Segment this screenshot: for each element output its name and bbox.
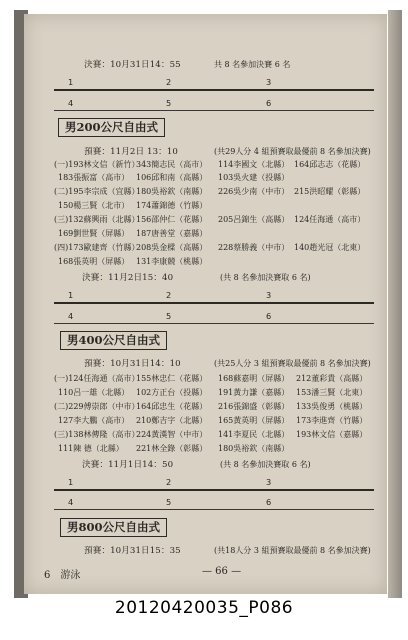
m800-prelim-time: 預賽：10月31日15：35 bbox=[84, 546, 181, 556]
entry: 110呂一雄（北縣） bbox=[58, 388, 130, 397]
lane-number: 6 bbox=[266, 311, 272, 321]
m400-final-note: (共 8 名參加決賽取 6 名) bbox=[220, 460, 311, 469]
entry: 173李進齊（竹縣） bbox=[296, 416, 368, 425]
event-title-m400: 男400公尺自由式 bbox=[60, 331, 167, 350]
event-title-m800: 男800公尺自由式 bbox=[60, 518, 167, 537]
m400-final-time: 決賽：11月1日14：50 bbox=[82, 460, 174, 470]
entry: 102方正台（投縣） bbox=[136, 388, 208, 397]
m400-prelim-time: 預賽：10月31日14：10 bbox=[84, 359, 181, 369]
entry: 150楊三賢（北市） bbox=[58, 201, 130, 210]
entry: 208吳金樑（高縣） bbox=[136, 243, 208, 252]
image-caption: 20120420035_P086 bbox=[114, 598, 294, 618]
document-page bbox=[24, 14, 387, 594]
m800-prelim-note: (共18人分 3 組預賽取最優前 8 名參加決賽) bbox=[214, 546, 371, 555]
lane-number: 5 bbox=[166, 98, 172, 108]
divider bbox=[54, 89, 374, 91]
entry: 228蔡勝義（中市） bbox=[218, 243, 290, 252]
entry: 164邱志志（花縣） bbox=[294, 160, 366, 169]
divider bbox=[54, 509, 374, 510]
final1-time: 決賽：10月31日14：55 bbox=[84, 60, 181, 70]
footer-section: 6 游泳 bbox=[44, 570, 81, 581]
m200-final-time: 決賽：11月2日15：40 bbox=[82, 273, 174, 283]
entry: 168張英明（屏縣） bbox=[58, 257, 130, 266]
entry: 180吳裕欽（南縣） bbox=[218, 444, 290, 453]
page-stack-edge bbox=[388, 10, 402, 598]
lane-number: 6 bbox=[266, 497, 272, 507]
entry: 153潘三賢（北東） bbox=[296, 388, 368, 397]
lane-number: 6 bbox=[266, 98, 272, 108]
lane-number: 4 bbox=[68, 497, 74, 507]
entry: 140趙光冠（北東） bbox=[294, 243, 366, 252]
entry: (三)138林傳隆（高市） bbox=[54, 430, 140, 439]
entry: 221林全錄（彰縣） bbox=[136, 444, 208, 453]
entry: 205呂錦生（高縣） bbox=[218, 215, 290, 224]
divider bbox=[54, 302, 374, 304]
entry: (一)193林文信（新竹） bbox=[54, 160, 140, 169]
lane-number: 2 bbox=[166, 477, 172, 487]
lane-number: 2 bbox=[166, 77, 172, 87]
lane-number: 3 bbox=[266, 290, 272, 300]
entry: (一)124任海通（高市） bbox=[54, 374, 140, 383]
entry: 111陳 德（北縣） bbox=[58, 444, 124, 453]
m400-prelim-note: (共25人分 3 組預賽取最優前 8 名參加決賽) bbox=[214, 359, 371, 368]
entry: 183張振富（高市） bbox=[58, 173, 130, 182]
entry: 155林忠仁（花縣） bbox=[136, 374, 208, 383]
m200-prelim-time: 預賽：11月2日 13：10 bbox=[84, 147, 178, 157]
lane-number: 4 bbox=[68, 98, 74, 108]
m200-final-note: (共 8 名參加決賽取 6 名) bbox=[220, 273, 311, 282]
m200-prelim-note: (共29人分 4 組預賽取最優前 8 名參加決賽) bbox=[214, 147, 371, 156]
entry: (四)173歐建齊（竹縣） bbox=[54, 243, 140, 252]
entry: 106邱和南（高縣） bbox=[136, 173, 208, 182]
lane-number: 3 bbox=[266, 77, 272, 87]
entry: 114李國文（北縣） bbox=[218, 160, 290, 169]
final1-note: 共 8 名參加決賽 6 名 bbox=[214, 60, 291, 69]
lane-number: 4 bbox=[68, 311, 74, 321]
entry: 224黃漢智（中市） bbox=[136, 430, 208, 439]
entry: 103吳火建（投縣） bbox=[218, 173, 290, 182]
entry: 212董彩貴（高縣） bbox=[296, 374, 368, 383]
lane-number: 5 bbox=[166, 311, 172, 321]
entry: 131李康競（桃縣） bbox=[136, 257, 208, 266]
entry: 174蕭錦德（竹縣） bbox=[136, 201, 208, 210]
lane-number: 1 bbox=[68, 77, 74, 87]
entry: 216張錦盛（彰縣） bbox=[218, 402, 290, 411]
entry: 124任海通（高市） bbox=[294, 215, 366, 224]
entry: 343簡志民（高市） bbox=[136, 160, 208, 169]
entry: 193林文信（嘉縣） bbox=[296, 430, 368, 439]
lane-number: 1 bbox=[68, 290, 74, 300]
divider bbox=[54, 323, 374, 324]
lane-number: 5 bbox=[166, 497, 172, 507]
entry: 187唐善堂（嘉縣） bbox=[136, 229, 208, 238]
entry: (二)229傅崇郎（中市） bbox=[54, 402, 140, 411]
entry: 164邱忠生（花縣） bbox=[136, 402, 208, 411]
divider bbox=[54, 489, 374, 491]
entry: (二)195李宗成（宜縣） bbox=[54, 187, 140, 196]
entry: 156邵仲仁（花縣） bbox=[136, 215, 208, 224]
entry: 180吳裕欽（南縣） bbox=[136, 187, 208, 196]
entry: 169劉世賢（屏縣） bbox=[58, 229, 130, 238]
lane-number: 2 bbox=[166, 290, 172, 300]
divider bbox=[54, 110, 374, 111]
page-number: — 66 — bbox=[202, 566, 242, 577]
entry: 141李夏民（北縣） bbox=[218, 430, 290, 439]
lane-number: 3 bbox=[266, 477, 272, 487]
entry: 165黃英明（屏縣） bbox=[218, 416, 290, 425]
entry: 215洪昭耀（彰縣） bbox=[294, 187, 366, 196]
entry: 168蘇嘉明（屏縣） bbox=[218, 374, 290, 383]
entry: 127李大鵬（高市） bbox=[58, 416, 130, 425]
event-title-m200: 男200公尺自由式 bbox=[58, 118, 165, 137]
entry: 191黃力謙（嘉縣） bbox=[218, 388, 290, 397]
entry: 226吳少南（中市） bbox=[218, 187, 290, 196]
entry: 133吳俊勇（桃縣） bbox=[296, 402, 368, 411]
entry: 210鄭吉字（北縣） bbox=[136, 416, 208, 425]
entry: (三)132蘇興雨（北縣） bbox=[54, 215, 140, 224]
lane-number: 1 bbox=[68, 477, 74, 487]
